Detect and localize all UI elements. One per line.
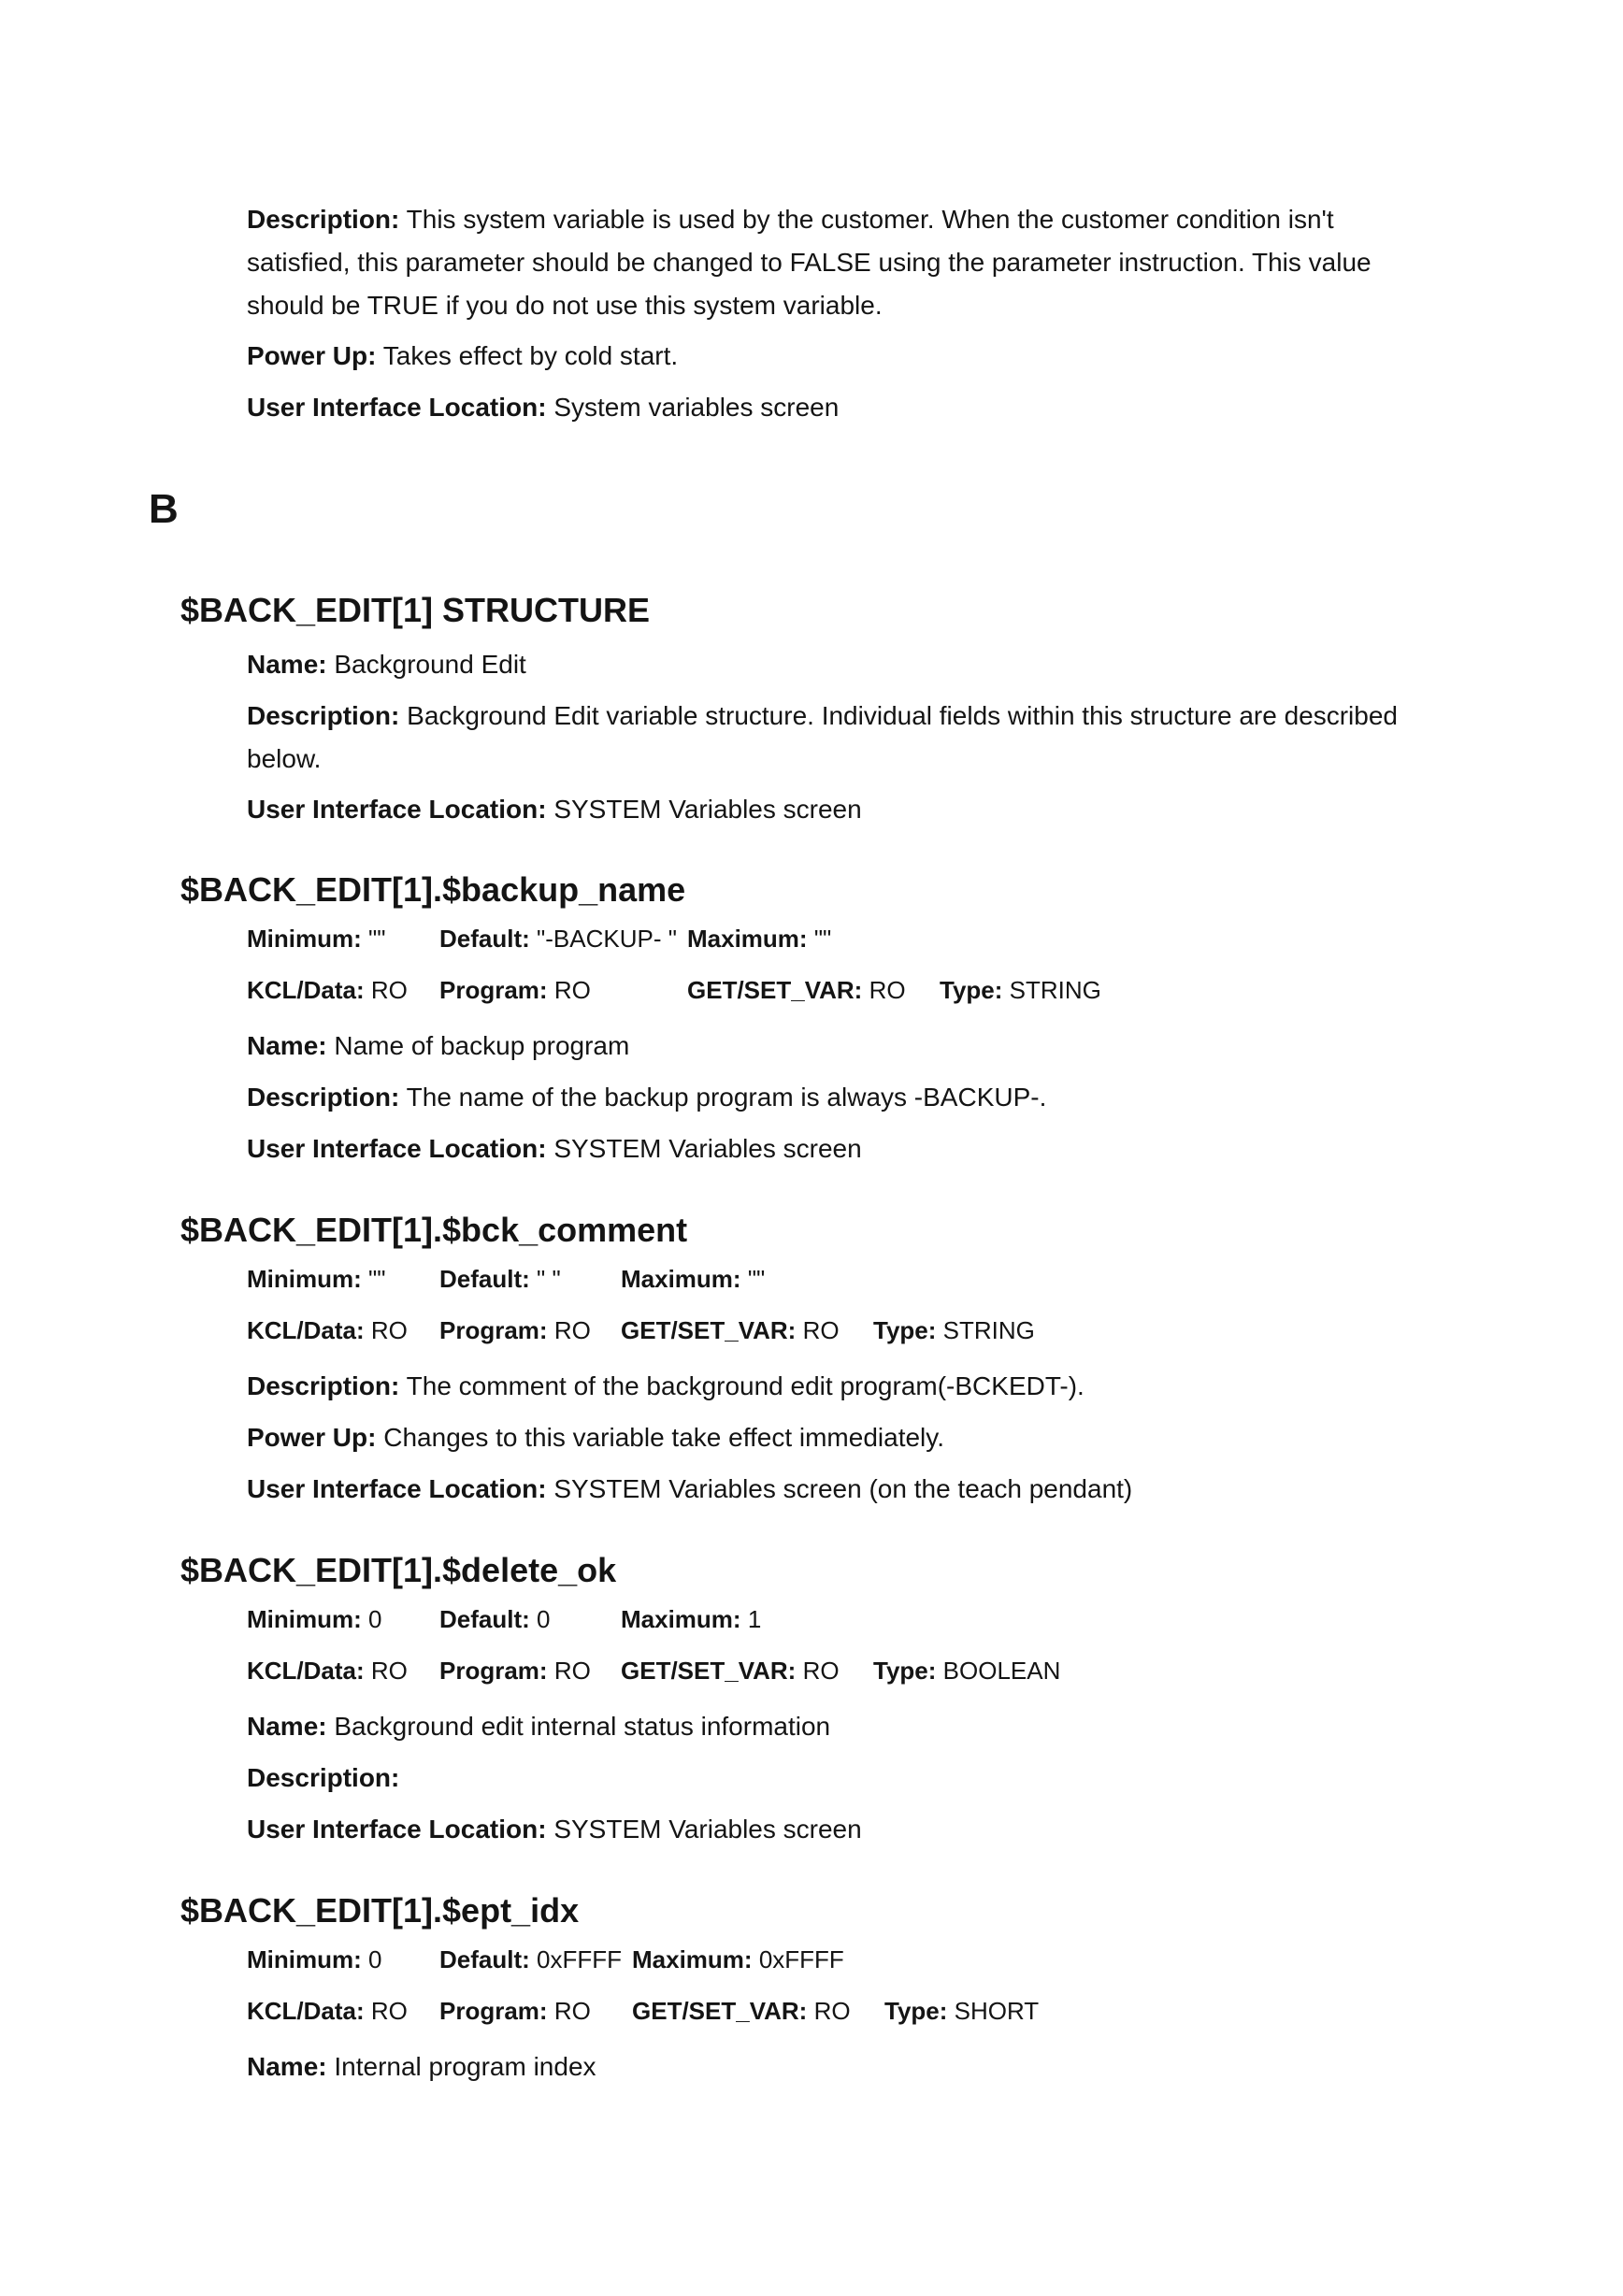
entry-ui-location-text: SYSTEM Variables screen [553,1134,862,1163]
value-program: RO [553,976,591,1004]
label-description: Description: [247,1763,400,1792]
label-name: Name: [247,1712,327,1741]
section-letter: B [149,486,179,532]
entry-name [247,643,526,686]
label-default: Default: [439,1945,530,1973]
entry-description-text: Background Edit variable structure. Individual fields within this structure are described below. [247,701,1398,773]
label-description: Description: [247,205,400,234]
value-default: 0xFFFF [537,1945,623,1973]
value-type: STRING [942,1316,1035,1344]
value-program: RO [553,1997,591,2025]
label-ui-location: User Interface Location: [247,1815,547,1844]
entry-ui-location-text: SYSTEM Variables screen [553,1815,862,1844]
label-kcl: KCL/Data: [247,1657,365,1685]
value-kcl: RO [370,1997,408,2025]
entry-ui-location [247,1468,1132,1511]
label-getset: GET/SET_VAR: [621,1316,797,1344]
label-description: Description: [247,701,400,730]
label-maximum: Maximum: [687,925,808,953]
entry-description [247,1757,399,1800]
entry-heading: $BACK_EDIT[1] STRUCTURE [180,591,651,629]
entry-name-text: Name of backup program [334,1031,630,1060]
value-maximum: 1 [747,1605,762,1633]
label-maximum: Maximum: [632,1945,753,1973]
value-getset: RO [813,1997,851,2025]
entry-ui-location [247,788,862,831]
intro-ui-location [247,386,839,429]
value-getset: RO [869,976,906,1004]
label-kcl: KCL/Data: [247,976,365,1004]
label-getset: GET/SET_VAR: [632,1997,808,2025]
entry-heading: $BACK_EDIT[1].$backup_name [180,870,686,909]
label-kcl: KCL/Data: [247,1316,365,1344]
entry-name-text: Background edit internal status information [334,1712,831,1741]
intro-description [247,198,1415,327]
label-minimum: Minimum: [247,925,362,953]
entry-power-up-text: Changes to this variable take effect immediately. [383,1423,944,1452]
label-getset: GET/SET_VAR: [621,1657,797,1685]
entry-ui-location-text: SYSTEM Variables screen [553,795,862,824]
value-default: "-BACKUP- " [537,925,677,953]
value-program: RO [553,1316,591,1344]
entry-power-up [247,1416,944,1459]
value-minimum: "" [368,925,386,953]
value-minimum: 0 [368,1945,382,1973]
label-power-up: Power Up: [247,1423,377,1452]
label-getset: GET/SET_VAR: [687,976,863,1004]
entry-description [247,1076,1046,1119]
value-maximum: 0xFFFF [758,1945,844,1973]
entry-heading: $BACK_EDIT[1].$bck_comment [180,1211,688,1249]
label-name: Name: [247,650,327,679]
label-ui-location: User Interface Location: [247,795,547,824]
entry-name-text: Internal program index [334,2052,596,2081]
entry-ui-location [247,1808,862,1851]
entry-ui-location [247,1127,862,1170]
label-minimum: Minimum: [247,1605,362,1633]
label-program: Program: [439,976,548,1004]
label-minimum: Minimum: [247,1945,362,1973]
entry-ui-location-text: SYSTEM Variables screen (on the teach pendant) [553,1474,1133,1503]
entry-description [247,695,1415,781]
entry-description-text: The name of the backup program is always -BACKUP-. [406,1083,1047,1112]
intro-description-text: This system variable is used by the customer. When the customer condition isn't satisfied, this parameter should be changed to FALSE using the parameter instruction. This value should be TRUE if you do not use this system variable. [247,205,1372,320]
label-maximum: Maximum: [621,1605,741,1633]
label-name: Name: [247,1031,327,1060]
entry-heading: $BACK_EDIT[1].$ept_idx [180,1891,580,1930]
label-maximum: Maximum: [621,1265,741,1293]
value-type: STRING [1009,976,1101,1004]
intro-power-up-text: Takes effect by cold start. [382,341,679,370]
entry-heading: $BACK_EDIT[1].$delete_ok [180,1551,617,1589]
label-name: Name: [247,2052,327,2081]
entry-name [247,1025,629,1068]
label-default: Default: [439,1265,530,1293]
value-minimum: "" [368,1265,386,1293]
label-description: Description: [247,1083,400,1112]
entry-description [247,1365,1084,1408]
value-type: BOOLEAN [942,1657,1061,1685]
value-maximum: "" [813,925,832,953]
label-default: Default: [439,925,530,953]
value-kcl: RO [370,976,408,1004]
entry-name [247,1705,830,1748]
value-default: " " [537,1265,561,1293]
label-type: Type: [873,1316,937,1344]
label-power-up: Power Up: [247,341,377,370]
value-getset: RO [802,1657,840,1685]
label-default: Default: [439,1605,530,1633]
intro-power-up [247,335,678,378]
entry-name [247,2045,596,2088]
entry-description-text: The comment of the background edit program(-BCKEDT-). [406,1371,1084,1400]
label-type: Type: [884,1997,948,2025]
label-ui-location: User Interface Location: [247,1134,547,1163]
value-getset: RO [802,1316,840,1344]
intro-ui-location-text: System variables screen [553,393,840,422]
value-program: RO [553,1657,591,1685]
value-type: SHORT [954,1997,1040,2025]
label-ui-location: User Interface Location: [247,1474,547,1503]
label-description: Description: [247,1371,400,1400]
value-kcl: RO [370,1657,408,1685]
value-kcl: RO [370,1316,408,1344]
label-minimum: Minimum: [247,1265,362,1293]
value-maximum: "" [747,1265,766,1293]
entry-name-text: Background Edit [334,650,526,679]
label-program: Program: [439,1657,548,1685]
label-type: Type: [873,1657,937,1685]
value-default: 0 [537,1605,551,1633]
label-program: Program: [439,1997,548,2025]
label-program: Program: [439,1316,548,1344]
label-ui-location: User Interface Location: [247,393,547,422]
label-kcl: KCL/Data: [247,1997,365,2025]
label-type: Type: [940,976,1003,1004]
value-minimum: 0 [368,1605,382,1633]
